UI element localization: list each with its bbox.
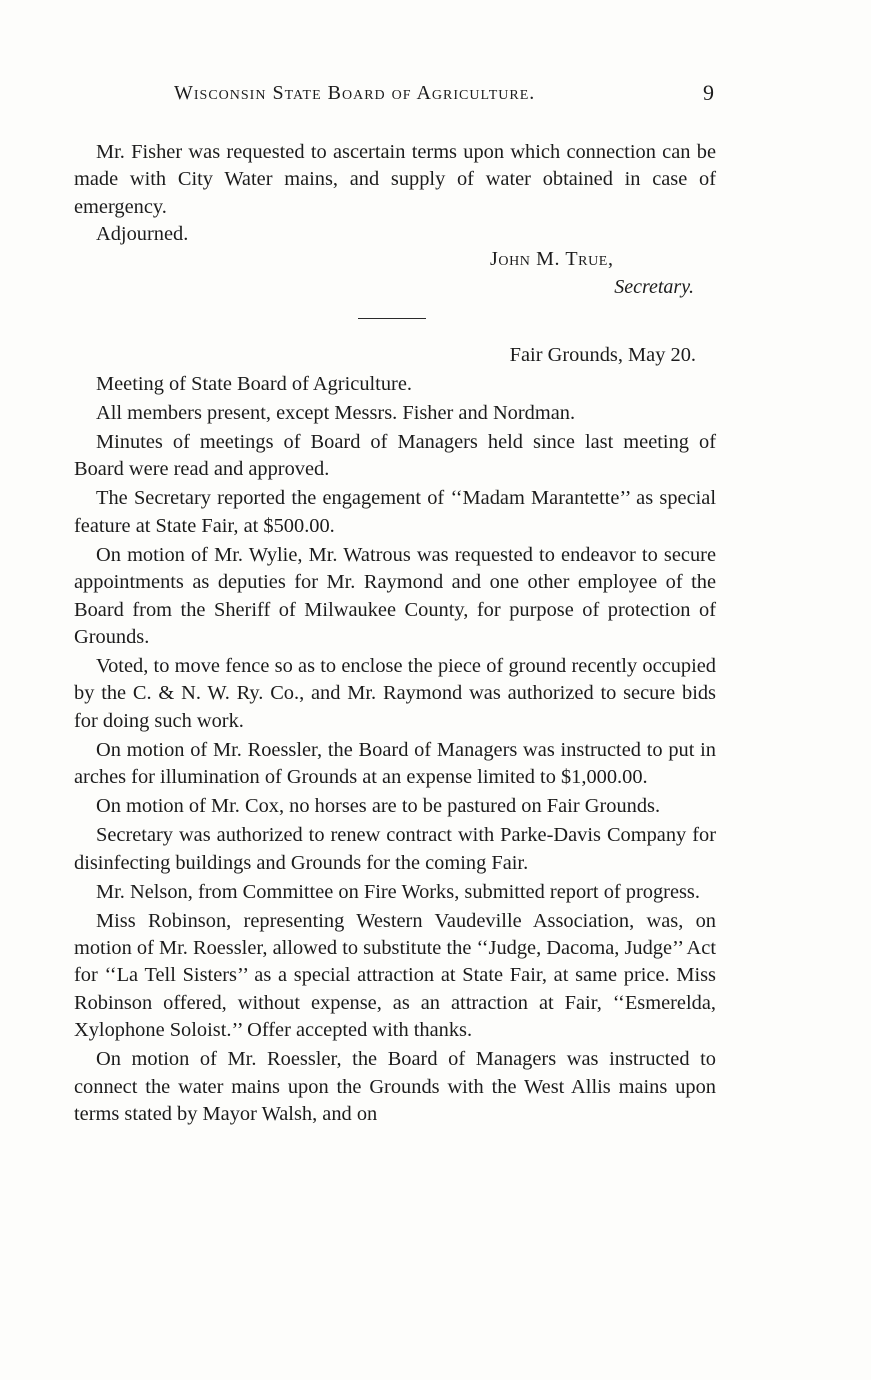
signature-block <box>74 248 694 308</box>
section-divider <box>358 318 426 319</box>
paragraph: On motion of Mr. Roessler, the Board of Managers was instructed to put in arches for illumination of Grounds at an expense limited to $1,000.00. <box>74 738 716 789</box>
paragraph: Secretary was authorized to renew contract with Parke-Davis Company for disinfecting buildings and Grounds for the coming Fair. <box>74 824 716 874</box>
section-one <box>74 139 716 249</box>
paragraph: On motion of Mr. Wylie, Mr. Watrous was requested to endeavor to secure appointments as deputies for Mr. Raymond and one other employee of the Board from the Sheriff of Milwaukee County, for purpose of protection of Grounds. <box>74 543 716 649</box>
dateline: Fair Grounds, May 20. <box>509 344 696 366</box>
signatory-title: Secretary. <box>614 276 694 298</box>
paragraph: Minutes of meetings of Board of Managers held since last meeting of Board were read and approved. <box>74 431 716 481</box>
running-title: Wisconsin State Board of Agriculture. <box>174 82 536 104</box>
paragraph: Miss Robinson, representing Western Vaudeville Association, was, on motion of Mr. Roessler, allowed to substitute the ‘‘Judge, Dacoma, Judge’’ Act for ‘‘La Tell Sisters’’ as a special attraction at State Fair, at same price. Miss Robinson offered, without expense, as an attraction at Fair, ‘‘Esmerelda, Xylophone Soloist.’’ Offer accepted with thanks. <box>74 909 716 1042</box>
paragraph: Mr. Fisher was requested to ascertain terms upon which connection can be made with City Water mains, and supply of water obtained in case of emergency. <box>74 141 716 218</box>
section-two <box>74 371 716 1129</box>
signatory-name: John M. True, <box>490 248 614 270</box>
paragraph: On motion of Mr. Cox, no horses are to be pastured on Fair Grounds. <box>96 795 661 818</box>
paragraph: Voted, to move fence so as to enclose the piece of ground recently occupied by the C. & N. W. Ry. Co., and Mr. Raymond was authorized to secure bids for doing such work. <box>74 655 716 732</box>
paragraph: All members present, except Messrs. Fisher and Nordman. <box>96 402 576 424</box>
paragraph: Adjourned. <box>96 223 189 246</box>
paragraph: Mr. Nelson, from Committee on Fire Works, submitted report of progress. <box>96 880 700 903</box>
page-number: 9 <box>703 80 714 105</box>
paragraph: The Secretary reported the engagement of ‘‘Madam Marantette’’ as special feature at State Fair, at $500.00. <box>74 487 716 537</box>
page-header <box>74 82 714 112</box>
paragraph: Meeting of State Board of Agriculture. <box>96 373 412 395</box>
paragraph: On motion of Mr. Roessler, the Board of Managers was instructed to connect the water mains upon the Grounds with the West Allis mains upon terms stated by Mayor Walsh, and on <box>74 1048 716 1126</box>
